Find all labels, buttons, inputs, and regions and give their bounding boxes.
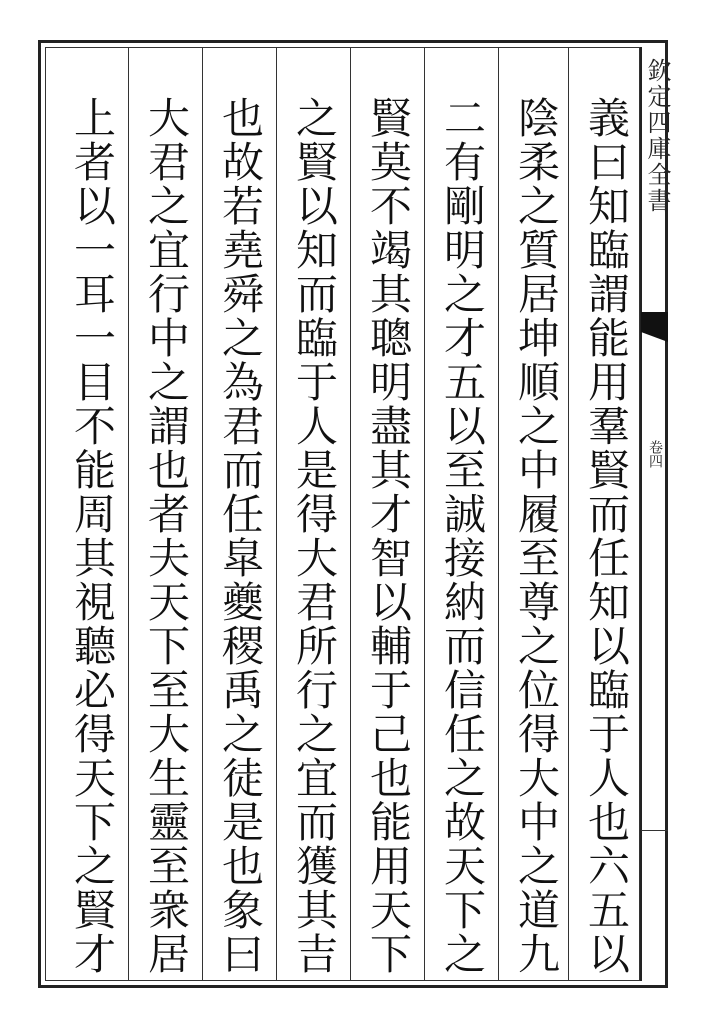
text-column-5: 之賢以知而臨于人是得大君所行之宜而獲其吉 <box>290 96 339 976</box>
column-rule <box>350 48 351 980</box>
column-rule <box>498 48 499 980</box>
column-rule <box>128 48 129 980</box>
text-column-2: 陰柔之質居坤順之中履至尊之位得大中之道九 <box>512 96 561 976</box>
column-rule <box>276 48 277 980</box>
spine-divider <box>641 830 668 831</box>
text-column-7: 大君之宜行中之謂也者夫天下至大生靈至衆居 <box>142 96 191 976</box>
spine-juan-number: 卷四 <box>647 440 663 468</box>
text-column-4: 賢莫不竭其聰明盡其才智以輔于己也能用天下 <box>364 96 413 976</box>
text-column-3: 二有剛明之才五以至誠接納而信任之故天下之 <box>438 96 487 976</box>
text-column-8: 上者以一耳一目不能周其視聽必得天下之賢才 <box>68 96 117 976</box>
fishtail-notch <box>641 332 668 342</box>
column-rule <box>202 48 203 980</box>
text-column-6: 也故若堯舜之為君而任皐夔稷禹之徒是也象曰 <box>216 96 265 976</box>
text-column-1: 義曰知臨謂能用羣賢而任知以臨于人也六五以 <box>582 96 631 976</box>
spine-title: 欽定四庫全書 <box>643 58 671 214</box>
column-rule <box>424 48 425 980</box>
fishtail-mark <box>641 312 668 332</box>
